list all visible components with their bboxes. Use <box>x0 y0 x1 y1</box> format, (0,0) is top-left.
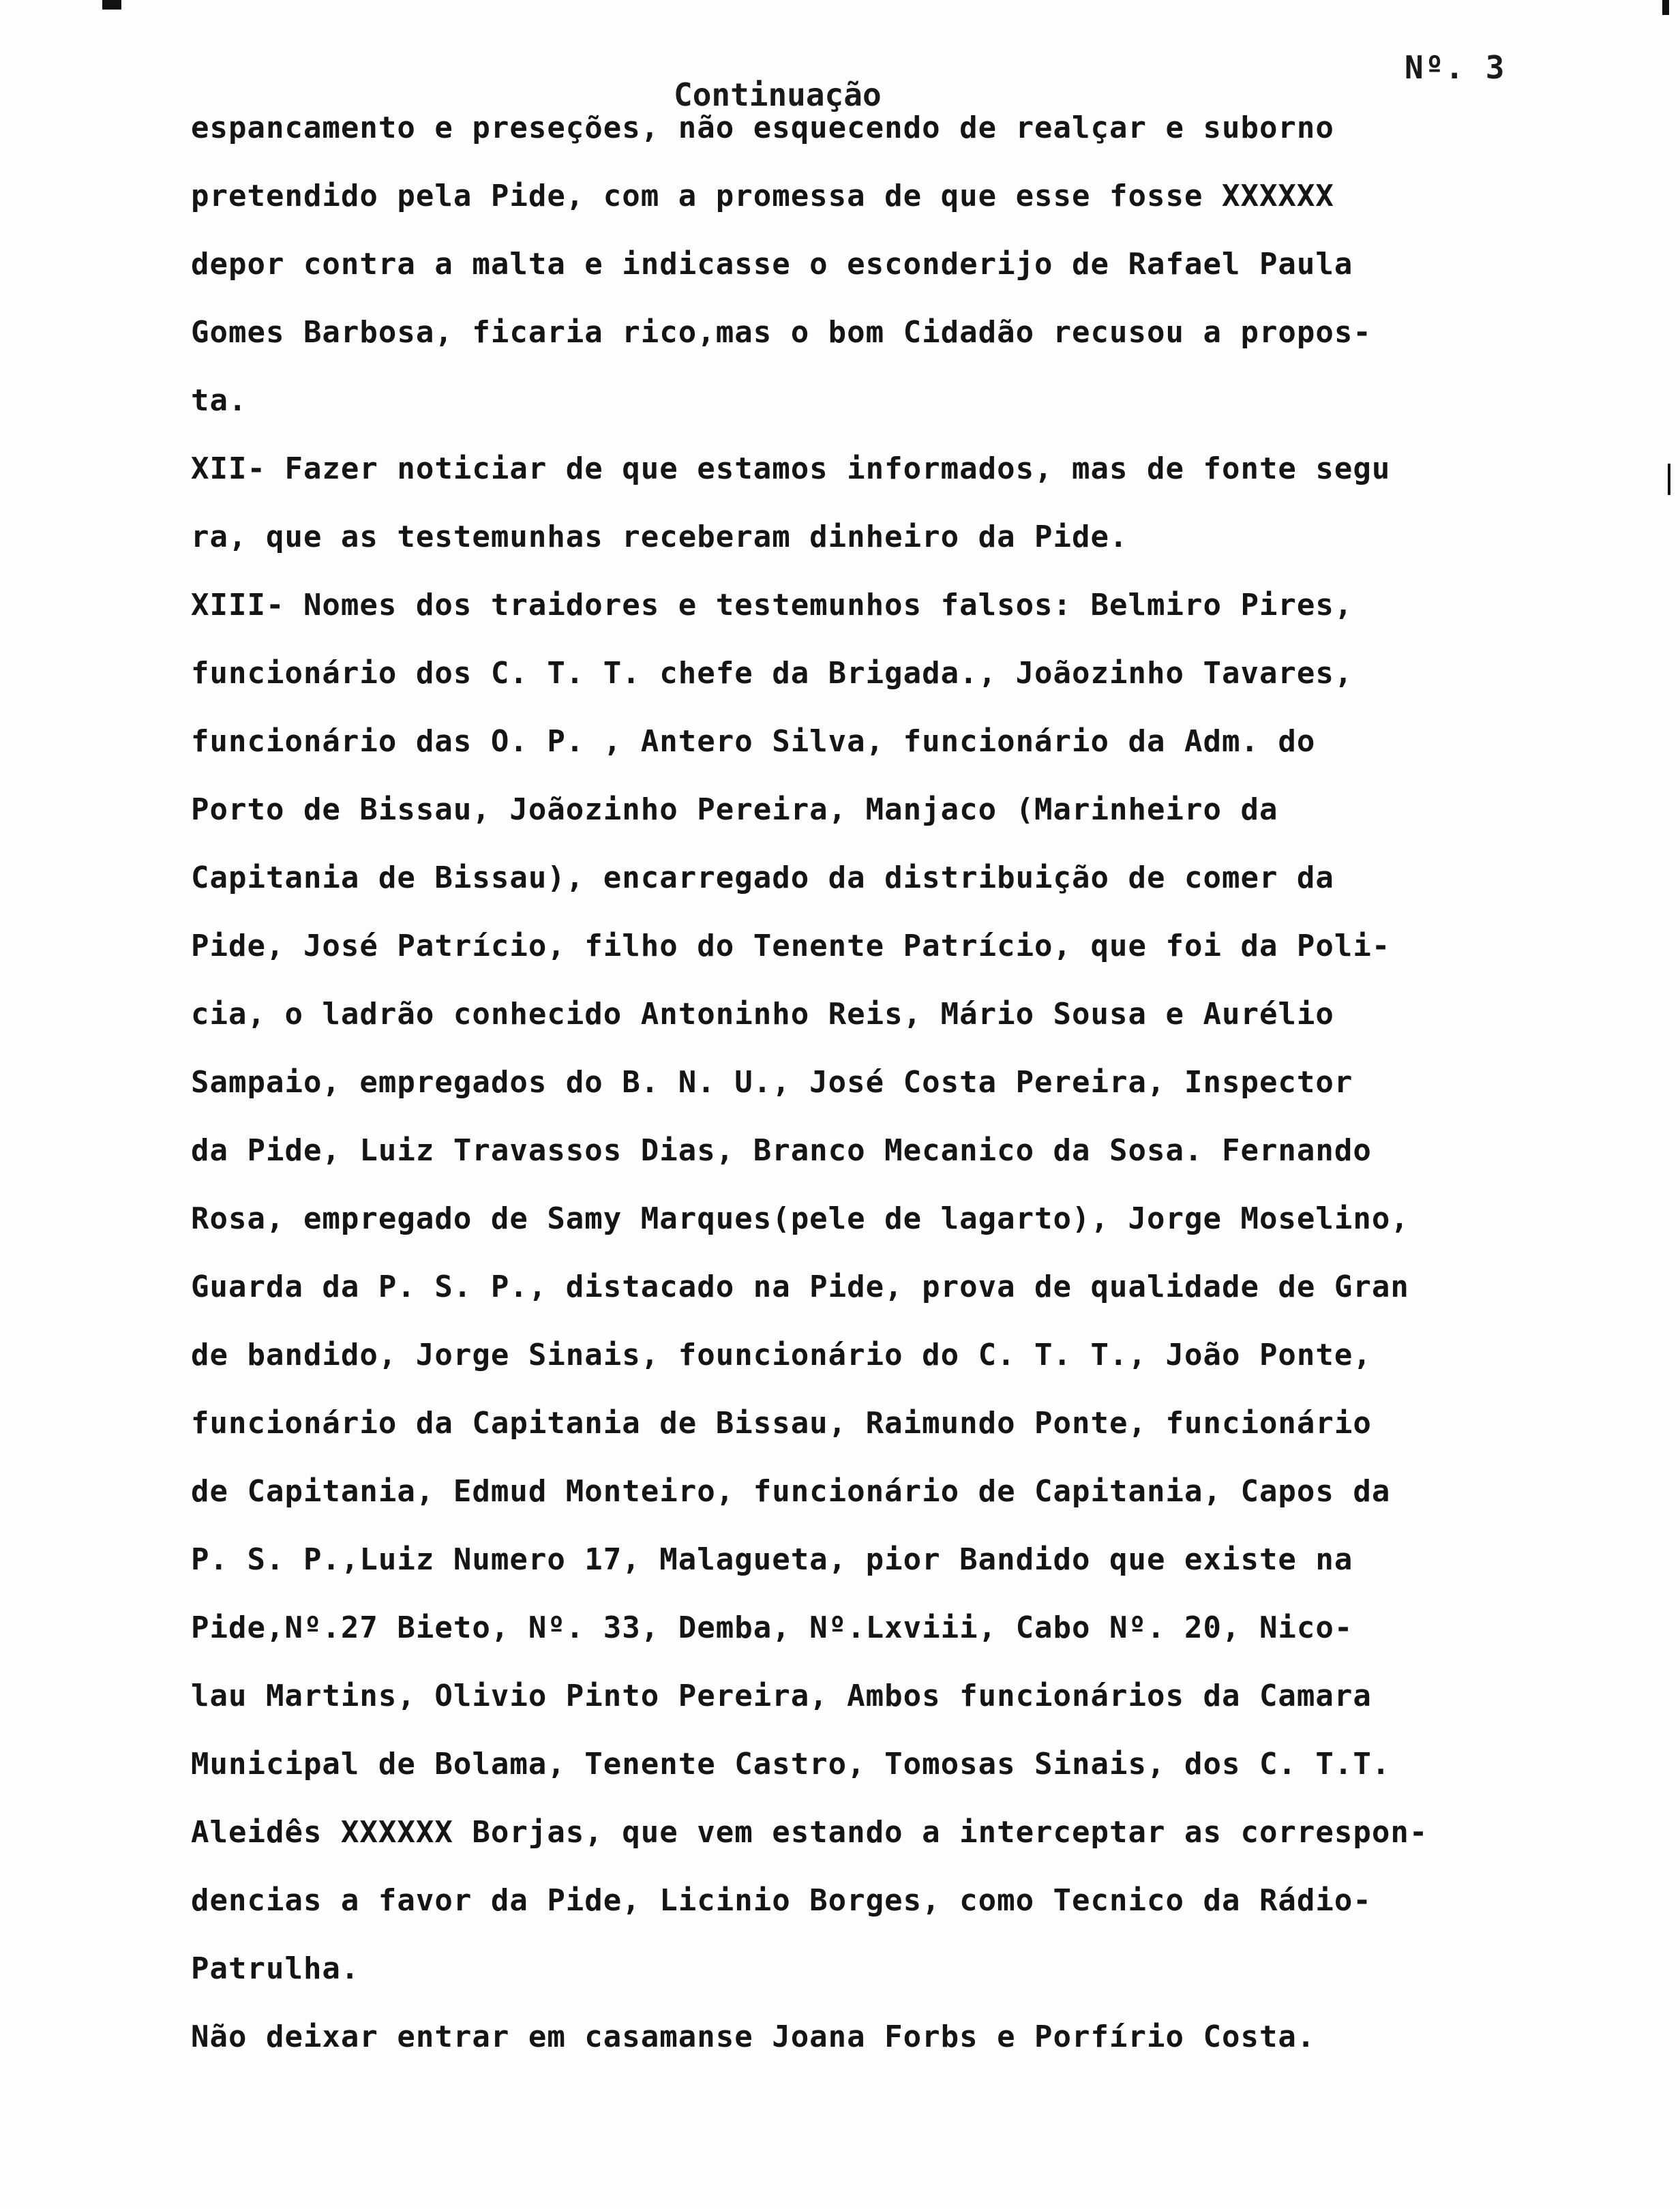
text-line: Patrulha. <box>191 1951 360 1986</box>
text-line: Porto de Bissau, Joãozinho Pereira, Manjaco (Marinheiro da <box>191 792 1278 827</box>
text-line: P. S. P.,Luiz Numero 17, Malagueta, pior Bandido que existe na <box>191 1542 1353 1577</box>
text-line: XII- Fazer noticiar de que estamos informados, mas de fonte segu <box>191 451 1391 486</box>
scan-edge-mark <box>102 0 121 10</box>
text-line: Guarda da P. S. P., distacado na Pide, prova de qualidade de Gran <box>191 1269 1409 1304</box>
text-line: dencias a favor da Pide, Licinio Borges, como Tecnico da Rádio- <box>191 1883 1372 1918</box>
text-line: Gomes Barbosa, ficaria rico,mas o bom Cidadão recusou a propos- <box>191 315 1372 350</box>
page-number: Nº. 3 <box>1405 49 1506 86</box>
text-line: pretendido pela Pide, com a promessa de que esse fosse XXXXXX <box>191 179 1334 213</box>
text-line: Pide,Nº.27 Bieto, Nº. 33, Demba, Nº.Lxviii, Cabo Nº. 20, Nico- <box>191 1610 1353 1645</box>
text-line: ta. <box>191 383 247 418</box>
text-line: espancamento e preseções, não esquecendo de realçar e suborno <box>191 110 1334 145</box>
text-line: Pide, José Patrício, filho do Tenente Patrício, que foi da Poli- <box>191 929 1391 963</box>
text-line: Municipal de Bolama, Tenente Castro, Tomosas Sinais, dos C. T.T. <box>191 1747 1391 1782</box>
text-line: lau Martins, Olivio Pinto Pereira, Ambos funcionários da Camara <box>191 1679 1372 1713</box>
text-line: funcionário das O. P. , Antero Silva, funcionário da Adm. do <box>191 724 1316 759</box>
page-heading: Continuação <box>674 76 882 113</box>
text-line: funcionário dos C. T. T. chefe da Brigada., Joãozinho Tavares, <box>191 656 1353 691</box>
text-line: da Pide, Luiz Travassos Dias, Branco Mecanico da Sosa. Fernando <box>191 1133 1372 1168</box>
text-line: Capitania de Bissau), encarregado da distribuição de comer da <box>191 860 1334 895</box>
text-line: Aleidês XXXXXX Borjas, que vem estando a interceptar as correspon- <box>191 1815 1428 1850</box>
scan-edge-mark <box>1662 0 1669 15</box>
text-line: de Capitania, Edmud Monteiro, funcionário de Capitania, Capos da <box>191 1474 1391 1509</box>
text-line: depor contra a malta e indicasse o esconderijo de Rafael Paula <box>191 247 1353 282</box>
text-line: XIII- Nomes dos traidores e testemunhos falsos: Belmiro Pires, <box>191 588 1353 622</box>
text-line: Sampaio, empregados do B. N. U., José Costa Pereira, Inspector <box>191 1065 1353 1100</box>
text-line: Rosa, empregado de Samy Marques(pele de lagarto), Jorge Moselino, <box>191 1201 1409 1236</box>
text-line: Não deixar entrar em casamanse Joana Forbs e Porfírio Costa. <box>191 2019 1316 2054</box>
text-line: funcionário da Capitania de Bissau, Raimundo Ponte, funcionário <box>191 1406 1372 1441</box>
scan-edge-mark <box>1668 464 1670 495</box>
typed-body-text <box>191 109 1541 2086</box>
text-line: ra, que as testemunhas receberam dinheiro da Pide. <box>191 520 1128 554</box>
text-line: de bandido, Jorge Sinais, founcionário do C. T. T., João Ponte, <box>191 1338 1372 1372</box>
text-line: cia, o ladrão conhecido Antoninho Reis, Mário Sousa e Aurélio <box>191 997 1334 1032</box>
